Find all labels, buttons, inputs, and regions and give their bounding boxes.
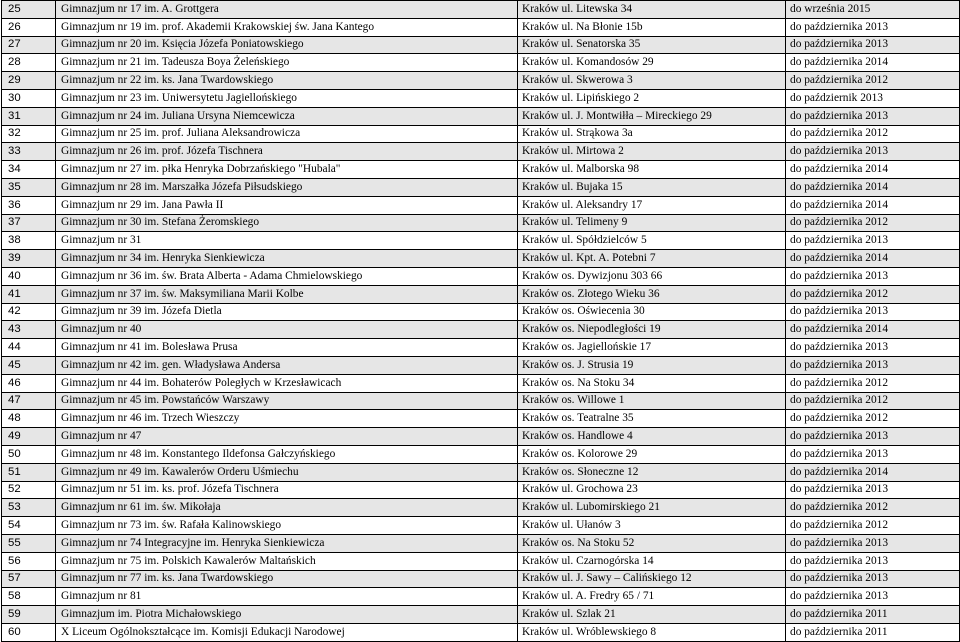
table-row bbox=[2, 517, 960, 535]
table-row bbox=[2, 374, 960, 392]
school-address-cell: Kraków os. Oświecenia 30 bbox=[518, 303, 786, 321]
school-name-cell: Gimnazjum nr 17 im. A. Grottgera bbox=[56, 1, 518, 19]
validity-date-cell: do października 2012 bbox=[786, 214, 960, 232]
row-number-cell: 51 bbox=[2, 463, 56, 481]
table-row bbox=[2, 196, 960, 214]
table-row bbox=[2, 232, 960, 250]
school-address-cell: Kraków ul. Telimeny 9 bbox=[518, 214, 786, 232]
school-address-cell: Kraków ul. J. Sawy – Calińskiego 12 bbox=[518, 570, 786, 588]
school-name-cell: Gimnazjum nr 75 im. Polskich Kawalerów Maltańskich bbox=[56, 552, 518, 570]
table-row bbox=[2, 214, 960, 232]
school-name-cell: Gimnazjum nr 41 im. Bolesława Prusa bbox=[56, 339, 518, 357]
validity-date-cell: do października 2012 bbox=[786, 392, 960, 410]
table-row bbox=[2, 303, 960, 321]
row-number-cell: 53 bbox=[2, 499, 56, 517]
school-address-cell: Kraków ul. Bujaka 15 bbox=[518, 178, 786, 196]
row-number-cell: 27 bbox=[2, 36, 56, 54]
table-row bbox=[2, 267, 960, 285]
school-address-cell: Kraków os. Złotego Wieku 36 bbox=[518, 285, 786, 303]
school-address-cell: Kraków os. Teatralne 35 bbox=[518, 410, 786, 428]
table-row bbox=[2, 623, 960, 641]
validity-date-cell: do października 2013 bbox=[786, 570, 960, 588]
school-name-cell: Gimnazjum nr 23 im. Uniwersytetu Jagiellońskiego bbox=[56, 89, 518, 107]
school-name-cell: Gimnazjum nr 51 im. ks. prof. Józefa Tischnera bbox=[56, 481, 518, 499]
school-name-cell: Gimnazjum nr 73 im. św. Rafała Kalinowskiego bbox=[56, 517, 518, 535]
table-row bbox=[2, 445, 960, 463]
table-row bbox=[2, 588, 960, 606]
table-row bbox=[2, 285, 960, 303]
row-number-cell: 34 bbox=[2, 161, 56, 179]
school-address-cell: Kraków ul. A. Fredry 65 / 71 bbox=[518, 588, 786, 606]
school-name-cell: Gimnazjum nr 81 bbox=[56, 588, 518, 606]
row-number-cell: 52 bbox=[2, 481, 56, 499]
school-address-cell: Kraków os. Jagiellońskie 17 bbox=[518, 339, 786, 357]
row-number-cell: 29 bbox=[2, 72, 56, 90]
validity-date-cell: do października 2012 bbox=[786, 285, 960, 303]
validity-date-cell: do października 2014 bbox=[786, 54, 960, 72]
validity-date-cell: do października 2013 bbox=[786, 18, 960, 36]
school-name-cell: Gimnazjum nr 45 im. Powstańców Warszawy bbox=[56, 392, 518, 410]
row-number-cell: 37 bbox=[2, 214, 56, 232]
table-row bbox=[2, 463, 960, 481]
school-address-cell: Kraków ul. Grochowa 23 bbox=[518, 481, 786, 499]
row-number-cell: 56 bbox=[2, 552, 56, 570]
table-row bbox=[2, 250, 960, 268]
table-row bbox=[2, 18, 960, 36]
schools-table-body bbox=[2, 1, 960, 642]
school-address-cell: Kraków os. Słoneczne 12 bbox=[518, 463, 786, 481]
validity-date-cell: do października 2013 bbox=[786, 36, 960, 54]
row-number-cell: 60 bbox=[2, 623, 56, 641]
validity-date-cell: do październik 2013 bbox=[786, 89, 960, 107]
row-number-cell: 57 bbox=[2, 570, 56, 588]
school-name-cell: Gimnazjum nr 42 im. gen. Władysława Andersa bbox=[56, 356, 518, 374]
school-name-cell: Gimnazjum nr 77 im. ks. Jana Twardowskiego bbox=[56, 570, 518, 588]
row-number-cell: 35 bbox=[2, 178, 56, 196]
school-name-cell: Gimnazjum nr 49 im. Kawalerów Orderu Uśmiechu bbox=[56, 463, 518, 481]
row-number-cell: 30 bbox=[2, 89, 56, 107]
validity-date-cell: do października 2013 bbox=[786, 107, 960, 125]
school-address-cell: Kraków ul. Skwerowa 3 bbox=[518, 72, 786, 90]
validity-date-cell: do października 2012 bbox=[786, 410, 960, 428]
school-address-cell: Kraków ul. Komandosów 29 bbox=[518, 54, 786, 72]
school-name-cell: Gimnazjum nr 21 im. Tadeusza Boya Żeleńskiego bbox=[56, 54, 518, 72]
validity-date-cell: do października 2013 bbox=[786, 428, 960, 446]
school-name-cell: Gimnazjum nr 61 im. św. Mikołaja bbox=[56, 499, 518, 517]
table-row bbox=[2, 606, 960, 624]
school-name-cell: Gimnazjum nr 40 bbox=[56, 321, 518, 339]
validity-date-cell: do października 2013 bbox=[786, 303, 960, 321]
school-address-cell: Kraków ul. Lipińskiego 2 bbox=[518, 89, 786, 107]
school-name-cell: Gimnazjum im. Piotra Michałowskiego bbox=[56, 606, 518, 624]
schools-table bbox=[1, 0, 960, 642]
school-name-cell: Gimnazjum nr 36 im. św. Brata Alberta - Adama Chmielowskiego bbox=[56, 267, 518, 285]
table-row bbox=[2, 339, 960, 357]
school-address-cell: Kraków os. Handlowe 4 bbox=[518, 428, 786, 446]
row-number-cell: 41 bbox=[2, 285, 56, 303]
school-address-cell: Kraków os. Na Stoku 34 bbox=[518, 374, 786, 392]
table-row bbox=[2, 321, 960, 339]
school-name-cell: Gimnazjum nr 74 Integracyjne im. Henryka Sienkiewicza bbox=[56, 534, 518, 552]
school-name-cell: Gimnazjum nr 46 im. Trzech Wieszczy bbox=[56, 410, 518, 428]
school-address-cell: Kraków os. Kolorowe 29 bbox=[518, 445, 786, 463]
school-name-cell: Gimnazjum nr 22 im. ks. Jana Twardowskiego bbox=[56, 72, 518, 90]
school-name-cell: Gimnazjum nr 19 im. prof. Akademii Krakowskiej św. Jana Kantego bbox=[56, 18, 518, 36]
school-name-cell: Gimnazjum nr 48 im. Konstantego Ildefonsa Gałczyńskiego bbox=[56, 445, 518, 463]
validity-date-cell: do października 2013 bbox=[786, 481, 960, 499]
row-number-cell: 54 bbox=[2, 517, 56, 535]
validity-date-cell: do października 2012 bbox=[786, 125, 960, 143]
table-row bbox=[2, 499, 960, 517]
row-number-cell: 36 bbox=[2, 196, 56, 214]
row-number-cell: 44 bbox=[2, 339, 56, 357]
validity-date-cell: do października 2014 bbox=[786, 463, 960, 481]
table-row bbox=[2, 54, 960, 72]
table-row bbox=[2, 534, 960, 552]
validity-date-cell: do października 2013 bbox=[786, 445, 960, 463]
row-number-cell: 47 bbox=[2, 392, 56, 410]
row-number-cell: 55 bbox=[2, 534, 56, 552]
school-address-cell: Kraków ul. Na Błonie 15b bbox=[518, 18, 786, 36]
school-address-cell: Kraków ul. Ułanów 3 bbox=[518, 517, 786, 535]
school-name-cell: Gimnazjum nr 26 im. prof. Józefa Tischnera bbox=[56, 143, 518, 161]
row-number-cell: 46 bbox=[2, 374, 56, 392]
school-address-cell: Kraków ul. Strąkowa 3a bbox=[518, 125, 786, 143]
table-row bbox=[2, 36, 960, 54]
school-address-cell: Kraków ul. Czarnogórska 14 bbox=[518, 552, 786, 570]
school-address-cell: Kraków os. Niepodległości 19 bbox=[518, 321, 786, 339]
validity-date-cell: do października 2014 bbox=[786, 178, 960, 196]
school-name-cell: Gimnazjum nr 25 im. prof. Juliana Aleksandrowicza bbox=[56, 125, 518, 143]
school-name-cell: Gimnazjum nr 31 bbox=[56, 232, 518, 250]
school-address-cell: Kraków ul. Kpt. A. Potebni 7 bbox=[518, 250, 786, 268]
table-row bbox=[2, 107, 960, 125]
school-address-cell: Kraków os. Dywizjonu 303 66 bbox=[518, 267, 786, 285]
row-number-cell: 58 bbox=[2, 588, 56, 606]
school-address-cell: Kraków ul. J. Montwiłła – Mireckiego 29 bbox=[518, 107, 786, 125]
validity-date-cell: do października 2013 bbox=[786, 552, 960, 570]
validity-date-cell: do października 2012 bbox=[786, 374, 960, 392]
school-address-cell: Kraków os. J. Strusia 19 bbox=[518, 356, 786, 374]
validity-date-cell: do października 2011 bbox=[786, 606, 960, 624]
row-number-cell: 26 bbox=[2, 18, 56, 36]
row-number-cell: 39 bbox=[2, 250, 56, 268]
table-row bbox=[2, 72, 960, 90]
school-address-cell: Kraków ul. Wróblewskiego 8 bbox=[518, 623, 786, 641]
validity-date-cell: do października 2013 bbox=[786, 356, 960, 374]
row-number-cell: 33 bbox=[2, 143, 56, 161]
school-name-cell: Gimnazjum nr 29 im. Jana Pawła II bbox=[56, 196, 518, 214]
validity-date-cell: do października 2012 bbox=[786, 517, 960, 535]
validity-date-cell: do października 2012 bbox=[786, 499, 960, 517]
row-number-cell: 25 bbox=[2, 1, 56, 19]
school-name-cell: Gimnazjum nr 27 im. płka Henryka Dobrzańskiego "Hubala" bbox=[56, 161, 518, 179]
school-address-cell: Kraków ul. Aleksandry 17 bbox=[518, 196, 786, 214]
validity-date-cell: do października 2012 bbox=[786, 72, 960, 90]
row-number-cell: 59 bbox=[2, 606, 56, 624]
table-row bbox=[2, 143, 960, 161]
table-row bbox=[2, 428, 960, 446]
row-number-cell: 40 bbox=[2, 267, 56, 285]
row-number-cell: 50 bbox=[2, 445, 56, 463]
row-number-cell: 49 bbox=[2, 428, 56, 446]
table-row bbox=[2, 481, 960, 499]
school-address-cell: Kraków ul. Litewska 34 bbox=[518, 1, 786, 19]
school-name-cell: Gimnazjum nr 39 im. Józefa Dietla bbox=[56, 303, 518, 321]
table-row bbox=[2, 178, 960, 196]
table-row bbox=[2, 410, 960, 428]
validity-date-cell: do października 2013 bbox=[786, 339, 960, 357]
validity-date-cell: do października 2013 bbox=[786, 588, 960, 606]
school-name-cell: Gimnazjum nr 37 im. św. Maksymiliana Marii Kolbe bbox=[56, 285, 518, 303]
validity-date-cell: do października 2014 bbox=[786, 321, 960, 339]
row-number-cell: 42 bbox=[2, 303, 56, 321]
table-row bbox=[2, 125, 960, 143]
table-row bbox=[2, 392, 960, 410]
school-address-cell: Kraków ul. Senatorska 35 bbox=[518, 36, 786, 54]
table-row bbox=[2, 356, 960, 374]
school-name-cell: Gimnazjum nr 44 im. Bohaterów Poległych w Krzesławicach bbox=[56, 374, 518, 392]
row-number-cell: 48 bbox=[2, 410, 56, 428]
row-number-cell: 38 bbox=[2, 232, 56, 250]
validity-date-cell: do września 2015 bbox=[786, 1, 960, 19]
row-number-cell: 28 bbox=[2, 54, 56, 72]
school-address-cell: Kraków ul. Malborska 98 bbox=[518, 161, 786, 179]
school-name-cell: Gimnazjum nr 30 im. Stefana Żeromskiego bbox=[56, 214, 518, 232]
school-name-cell: Gimnazjum nr 47 bbox=[56, 428, 518, 446]
school-name-cell: X Liceum Ogólnokształcące im. Komisji Edukacji Narodowej bbox=[56, 623, 518, 641]
table-row bbox=[2, 161, 960, 179]
validity-date-cell: do października 2013 bbox=[786, 267, 960, 285]
validity-date-cell: do października 2014 bbox=[786, 250, 960, 268]
school-address-cell: Kraków os. Na Stoku 52 bbox=[518, 534, 786, 552]
table-row bbox=[2, 1, 960, 19]
row-number-cell: 43 bbox=[2, 321, 56, 339]
validity-date-cell: do października 2013 bbox=[786, 143, 960, 161]
row-number-cell: 31 bbox=[2, 107, 56, 125]
school-address-cell: Kraków os. Willowe 1 bbox=[518, 392, 786, 410]
school-name-cell: Gimnazjum nr 28 im. Marszałka Józefa Piłsudskiego bbox=[56, 178, 518, 196]
table-row bbox=[2, 552, 960, 570]
validity-date-cell: do października 2014 bbox=[786, 161, 960, 179]
row-number-cell: 32 bbox=[2, 125, 56, 143]
school-address-cell: Kraków ul. Lubomirskiego 21 bbox=[518, 499, 786, 517]
table-row bbox=[2, 570, 960, 588]
school-name-cell: Gimnazjum nr 24 im. Juliana Ursyna Niemcewicza bbox=[56, 107, 518, 125]
school-address-cell: Kraków ul. Spółdzielców 5 bbox=[518, 232, 786, 250]
row-number-cell: 45 bbox=[2, 356, 56, 374]
school-address-cell: Kraków ul. Mirtowa 2 bbox=[518, 143, 786, 161]
validity-date-cell: do października 2011 bbox=[786, 623, 960, 641]
validity-date-cell: do października 2013 bbox=[786, 534, 960, 552]
validity-date-cell: do października 2014 bbox=[786, 196, 960, 214]
school-address-cell: Kraków ul. Szlak 21 bbox=[518, 606, 786, 624]
school-name-cell: Gimnazjum nr 20 im. Księcia Józefa Poniatowskiego bbox=[56, 36, 518, 54]
table-row bbox=[2, 89, 960, 107]
validity-date-cell: do października 2013 bbox=[786, 232, 960, 250]
school-name-cell: Gimnazjum nr 34 im. Henryka Sienkiewicza bbox=[56, 250, 518, 268]
